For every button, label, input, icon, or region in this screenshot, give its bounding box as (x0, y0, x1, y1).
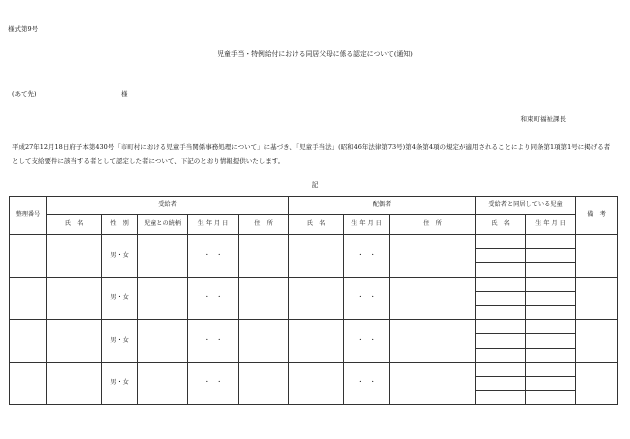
cell-recipient-address (239, 362, 289, 405)
cell-spouse-address (390, 362, 476, 405)
cell-recipient-name (47, 277, 102, 320)
cell-recipient-name (47, 320, 102, 363)
cell-child-name (476, 235, 526, 249)
header-spouse-name: 氏 名 (289, 215, 344, 235)
cell-child-dob (526, 362, 576, 376)
cell-recipient-dob: ・ ・ (188, 320, 239, 363)
cell-child-name (476, 348, 526, 362)
cell-child-name (476, 334, 526, 348)
cell-spouse-name (289, 362, 344, 405)
cell-child-name (476, 305, 526, 319)
table-row (10, 362, 618, 376)
cell-child-name (476, 362, 526, 376)
cell-recipient-dob: ・ ・ (188, 362, 239, 405)
table-row (10, 277, 618, 291)
cell-child-dob (526, 320, 576, 334)
header-recipient-dob: 生 年 月 日 (188, 215, 239, 235)
cell-spouse-name (289, 277, 344, 320)
cell-number (10, 362, 47, 405)
header-spouse-dob: 生 年 月 日 (344, 215, 390, 235)
cell-number (10, 235, 47, 278)
cell-child-dob (526, 291, 576, 305)
cell-spouse-name (289, 235, 344, 278)
cell-child-name (476, 320, 526, 334)
cell-recipient-name (47, 235, 102, 278)
cell-spouse-dob: ・ ・ (344, 277, 390, 320)
cell-remarks (576, 362, 618, 405)
cell-child-dob (526, 391, 576, 405)
cell-number (10, 320, 47, 363)
cell-recipient-relation (138, 277, 188, 320)
cell-child-dob (526, 334, 576, 348)
issuer: 和束町福祉課長 (520, 115, 566, 123)
cell-child-name (476, 263, 526, 277)
cell-recipient-address (239, 320, 289, 363)
header-spouse-address: 住 所 (390, 215, 476, 235)
cell-spouse-address (390, 235, 476, 278)
cell-child-name (476, 291, 526, 305)
cell-child-dob (526, 348, 576, 362)
cell-recipient-relation (138, 362, 188, 405)
header-child-dob: 生 年 月 日 (526, 215, 576, 235)
header-recipient-address: 住 所 (239, 215, 289, 235)
addressee-label: (あて先) (12, 90, 37, 98)
honorific: 様 (121, 90, 128, 98)
header-spouse: 配偶者 (289, 197, 476, 215)
cell-child-dob (526, 305, 576, 319)
header-recipient-name: 氏 名 (47, 215, 102, 235)
cell-child-dob (526, 376, 576, 390)
ki-heading: 記 (311, 181, 319, 189)
document-title: 児童手当・特例給付における同居父母に係る認定について(通知) (217, 50, 413, 58)
header-children: 受給者と同居している児童 (476, 197, 576, 215)
cell-recipient-relation (138, 320, 188, 363)
cell-spouse-dob: ・ ・ (344, 320, 390, 363)
header-child-name: 氏 名 (476, 215, 526, 235)
cell-child-name (476, 376, 526, 390)
cell-child-dob (526, 249, 576, 263)
cell-remarks (576, 235, 618, 278)
table-row (10, 235, 618, 249)
cell-spouse-address (390, 320, 476, 363)
header-recipient-sex: 性 別 (102, 215, 138, 235)
cell-recipient-dob: ・ ・ (188, 235, 239, 278)
cell-number (10, 277, 47, 320)
cell-recipient-sex: 男・女 (102, 362, 138, 405)
cell-spouse-name (289, 320, 344, 363)
cell-recipient-address (239, 235, 289, 278)
header-number: 整理番号 (10, 197, 47, 235)
cell-spouse-dob: ・ ・ (344, 362, 390, 405)
cell-child-name (476, 277, 526, 291)
cell-recipient-sex: 男・女 (102, 277, 138, 320)
cell-recipient-name (47, 362, 102, 405)
header-remarks: 備 考 (576, 197, 618, 235)
cell-remarks (576, 277, 618, 320)
cell-spouse-address (390, 277, 476, 320)
header-recipient: 受給者 (47, 197, 289, 215)
cell-recipient-address (239, 277, 289, 320)
certification-table (9, 196, 618, 405)
form-number: 様式第9号 (8, 25, 39, 33)
cell-child-dob (526, 263, 576, 277)
header-recipient-relation: 児童との続柄 (138, 215, 188, 235)
cell-child-name (476, 391, 526, 405)
table-row (10, 320, 618, 334)
cell-child-dob (526, 277, 576, 291)
body-text: 平成27年12月18日府子本第430号「市町村における児童手当関係事務処理について」に基づき、「児童手当法」(昭和46年法律第73号)第4条第4項の規定が適用されることにより同条第1項第1号に掲げる者として支給要件に該当する者として認定した者について、下記のとおり情報提供いたします。 (12, 143, 611, 165)
cell-recipient-sex: 男・女 (102, 235, 138, 278)
cell-recipient-sex: 男・女 (102, 320, 138, 363)
cell-child-dob (526, 235, 576, 249)
cell-remarks (576, 320, 618, 363)
cell-child-name (476, 249, 526, 263)
cell-recipient-relation (138, 235, 188, 278)
cell-recipient-dob: ・ ・ (188, 277, 239, 320)
cell-spouse-dob: ・ ・ (344, 235, 390, 278)
